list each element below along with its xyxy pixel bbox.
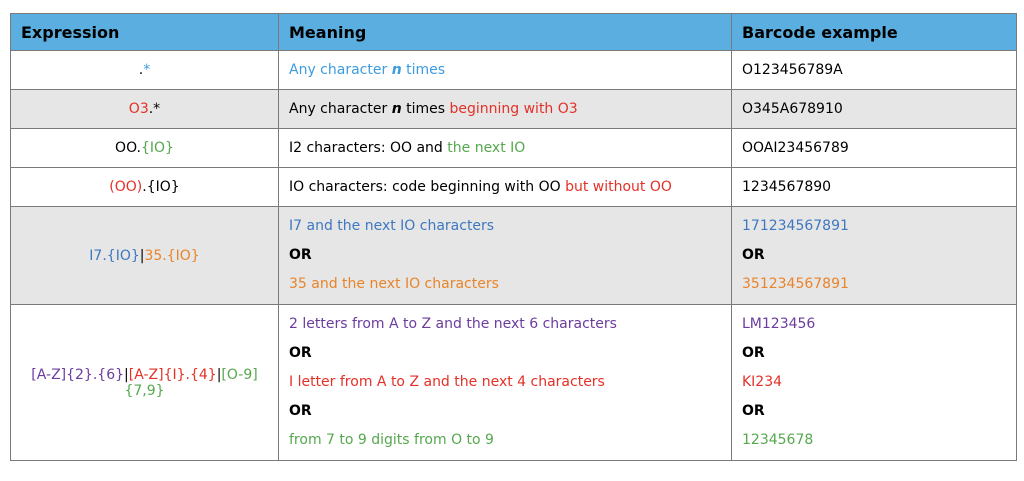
meaning-line	[289, 426, 721, 455]
expression-cell	[11, 51, 279, 90]
text-segment: |	[139, 247, 145, 264]
barcode-cell	[732, 129, 1017, 168]
barcode-line	[742, 241, 1006, 270]
meaning-line	[289, 134, 721, 163]
text-segment: n	[391, 61, 402, 78]
barcode-cell	[732, 90, 1017, 129]
text-segment: O3	[128, 101, 149, 117]
text-segment: times	[401, 61, 446, 78]
text-segment: 2 letters from A to Z and the next 6 characters	[289, 316, 617, 332]
table-row	[11, 129, 1017, 168]
barcode-line	[742, 134, 1006, 163]
text-segment: OO.	[115, 140, 141, 156]
regex-table-container	[10, 13, 1017, 461]
meaning-line	[289, 212, 721, 241]
expression-cell	[11, 207, 279, 305]
expression-cell	[11, 168, 279, 207]
table-row	[11, 168, 1017, 207]
barcode-cell	[732, 207, 1017, 305]
text-segment: I7 and the next IO characters	[289, 218, 495, 234]
text-segment: 351234567891	[742, 276, 849, 292]
barcode-line	[742, 56, 1006, 85]
barcode-cell	[732, 168, 1017, 207]
text-segment: from 7 to 9 digits from O to 9	[289, 432, 494, 448]
text-segment: 12345678	[742, 432, 814, 448]
text-segment: 35.{IO}	[144, 247, 200, 264]
header-meaning: Meaning	[279, 14, 732, 51]
text-segment: beginning with O3	[449, 100, 578, 117]
meaning-line	[289, 173, 721, 202]
regex-barcode-table	[10, 13, 1017, 461]
barcode-line	[742, 339, 1006, 368]
barcode-line	[742, 270, 1006, 299]
barcode-line	[742, 397, 1006, 426]
meaning-cell	[279, 51, 732, 90]
text-segment: LM123456	[742, 316, 816, 332]
barcode-line	[742, 368, 1006, 397]
text-segment: OR	[289, 345, 312, 361]
barcode-cell	[732, 305, 1017, 461]
text-segment: Any character	[289, 61, 392, 78]
text-segment: .{IO}	[142, 179, 180, 195]
text-segment: times	[401, 100, 450, 117]
table-row	[11, 305, 1017, 461]
text-segment: .	[138, 62, 144, 78]
text-segment: IO characters: code beginning with OO	[289, 178, 566, 195]
barcode-line	[742, 426, 1006, 455]
text-segment: 171234567891	[742, 218, 849, 234]
meaning-cell	[279, 168, 732, 207]
text-segment: O345A678910	[742, 100, 843, 117]
meaning-line	[289, 310, 721, 339]
meaning-line	[289, 56, 721, 85]
text-segment: |	[216, 366, 222, 383]
text-segment: OR	[742, 345, 765, 361]
text-segment: OR	[742, 403, 765, 419]
text-segment: [O-9]{7,9}	[124, 366, 258, 399]
text-segment: I letter from A to Z and the next 4 characters	[289, 374, 605, 390]
table-row	[11, 207, 1017, 305]
text-segment: Any character	[289, 100, 392, 117]
text-segment: |	[124, 366, 129, 383]
expression-cell	[11, 305, 279, 461]
header-barcode-example: Barcode example	[732, 14, 1017, 51]
text-segment: (OO)	[109, 179, 143, 195]
text-segment: OR	[742, 247, 765, 263]
text-segment: I2 characters: OO and	[289, 139, 448, 156]
table-row	[11, 90, 1017, 129]
meaning-cell	[279, 90, 732, 129]
meaning-line	[289, 339, 721, 368]
text-segment: [A-Z]{2}.{6}	[31, 366, 125, 383]
table-row	[11, 51, 1017, 90]
text-segment: I7.{IO}	[89, 247, 140, 264]
barcode-cell	[732, 51, 1017, 90]
text-segment: n	[391, 100, 402, 117]
meaning-line	[289, 368, 721, 397]
header-row	[11, 14, 1017, 51]
meaning-cell	[279, 129, 732, 168]
barcode-line	[742, 95, 1006, 124]
text-segment: 35 and the next IO characters	[289, 276, 499, 292]
text-segment: *	[143, 62, 151, 78]
text-segment: the next IO	[447, 139, 526, 156]
text-segment: OR	[289, 247, 312, 263]
text-segment: 1234567890	[742, 178, 832, 195]
barcode-line	[742, 212, 1006, 241]
meaning-line	[289, 95, 721, 124]
text-segment: OR	[289, 403, 312, 419]
meaning-cell	[279, 305, 732, 461]
text-segment: .*	[148, 101, 161, 117]
meaning-line	[289, 397, 721, 426]
expression-cell	[11, 129, 279, 168]
header-expression: Expression	[11, 14, 279, 51]
text-segment: KI234	[742, 374, 783, 390]
meaning-cell	[279, 207, 732, 305]
text-segment: but without OO	[565, 178, 672, 195]
text-segment: [A-Z]{I}.{4}	[128, 366, 217, 383]
barcode-line	[742, 173, 1006, 202]
text-segment: {IO}	[140, 140, 174, 156]
meaning-line	[289, 270, 721, 299]
meaning-line	[289, 241, 721, 270]
text-segment: OOAI23456789	[742, 139, 849, 156]
barcode-line	[742, 310, 1006, 339]
text-segment: O123456789A	[742, 61, 843, 78]
expression-cell	[11, 90, 279, 129]
